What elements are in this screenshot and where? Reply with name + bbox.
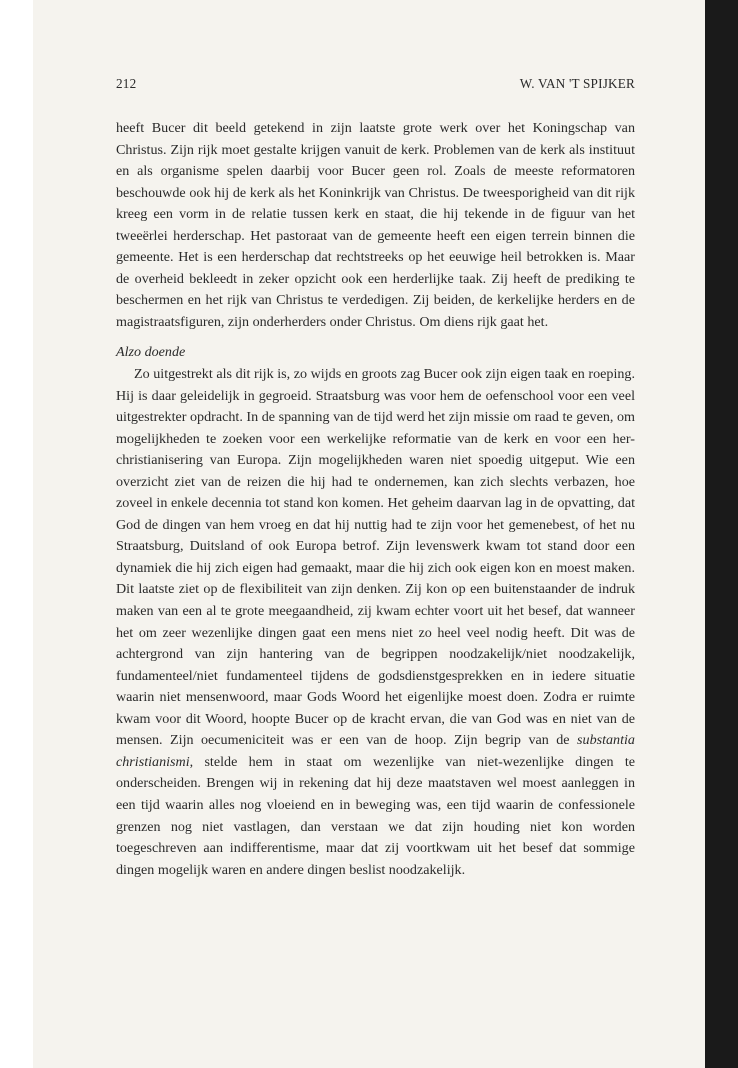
paragraph-main — [116, 364, 635, 881]
running-head-author: W. VAN 'T SPIJKER — [519, 76, 635, 91]
paragraph-main-text-1: Zo uitgestrekt als dit rijk is, zo wijds en groots zag Bucer ook zijn eigen taak en roeping. Hij is daar geleidelijk in gegroeid. Straatsburg was voor hem de oefenschool voor een veel uitgestrekter opdracht. In de spanning van de tijd werd het zijn missie om raad te geven, om mogelijkheden te zoeken voor een werkelijke reformatie van de kerk en voor een her-christianisering van Europa. Zijn mogelijkheden waren niet spoedig uitgeput. Wie een overzicht ziet van de reizen die hij had te ondernemen, kan zich slechts verbazen, hoe zoveel in enkele decennia tot stand kon komen. Het geheim daarvan lag in de opvatting, dat God de dingen van hem vroeg en dat hij nuttig had te zijn voor het gemenebest, of het nu Straatsburg, Duitsland of ook Europa betrof. Zijn levenswerk kwam tot stand door een dynamiek die hij zich eigen had gemaakt, maar die hij zich ook eigen kon en moest maken. Dit laatste ziet op de flexibiliteit van zijn denken. Zij kon op een buitenstaander de indruk maken van een al te grote meegaandheid, zij kwam echter voort uit het besef, dat wanneer het om zeer wezenlijke dingen gaat een mens niet zo heel veel nodig heeft. Dit was de achtergrond van zijn hantering van de begrippen noodzakelijk/niet noodzakelijk, fundamenteel/niet fundamenteel tijdens de godsdienstgesprekken en in iedere situatie waarin niet mensenwoord, maar Gods Woord het eigenlijke moest doen. Zodra er ruimte kwam voor dit Woord, hoopte Bucer op de kracht ervan, die van God was en niet van de mensen. Zijn oecumeniciteit was er een van de hoop. Zijn begrip van de — [116, 366, 635, 749]
body-text — [116, 118, 635, 881]
scan-right-border — [705, 0, 738, 1068]
scan-left-margin — [0, 0, 33, 1068]
paragraph-continued: heeft Bucer dit beeld getekend in zijn laatste grote werk over het Koningschap van Christus. Zijn rijk moet gestalte krijgen vanuit de kerk. Problemen van de kerk als instituut en als organisme spelen daarbij voor Bucer geen rol. Zoals de meeste reformatoren beschouwde ook hij de kerk als het Koninkrijk van Christus. De tweesporigheid van dit rijk kreeg een vorm in de relatie tussen kerk en staat, die hij tekende in de figuur van het tweeërlei herderschap. Het pastoraat van de gemeente heeft een eigen terrein binnen die gemeente. Het is een herderschap dat rechtstreeks op het eeuwige heil betrokken is. Maar de overheid bekleedt in zeker opzicht ook een herderlijke taak. Zij heeft de prediking te beschermen en het rijk van Christus te verdedigen. Zij beiden, de kerkelijke herders en de magistraatsfiguren, zijn onderherders onder Christus. Om diens rijk gaat het. — [116, 120, 635, 330]
section-heading: Alzo doende — [116, 344, 186, 361]
page-number: 212 — [116, 76, 137, 91]
latin-term: substantia christianismi — [116, 732, 635, 770]
paragraph-main-text-2: , stelde hem in staat om wezenlijke van niet-wezenlijke dingen te onderscheiden. Brengen wij in rekening dat hij deze maatstaven wel moest aanleggen in een tijd waarin alles nog vloeiend en in beweging was, een tijd waarin de confessionele grenzen nog niet vastlagen, dan verstaan we dat zijn houding niet kon worden toegeschreven aan indifferentisme, maar dat zij voortkwam uit het besef dat sommige dingen mogelijk waren en andere dingen beslist noodzakelijk. — [116, 753, 635, 878]
